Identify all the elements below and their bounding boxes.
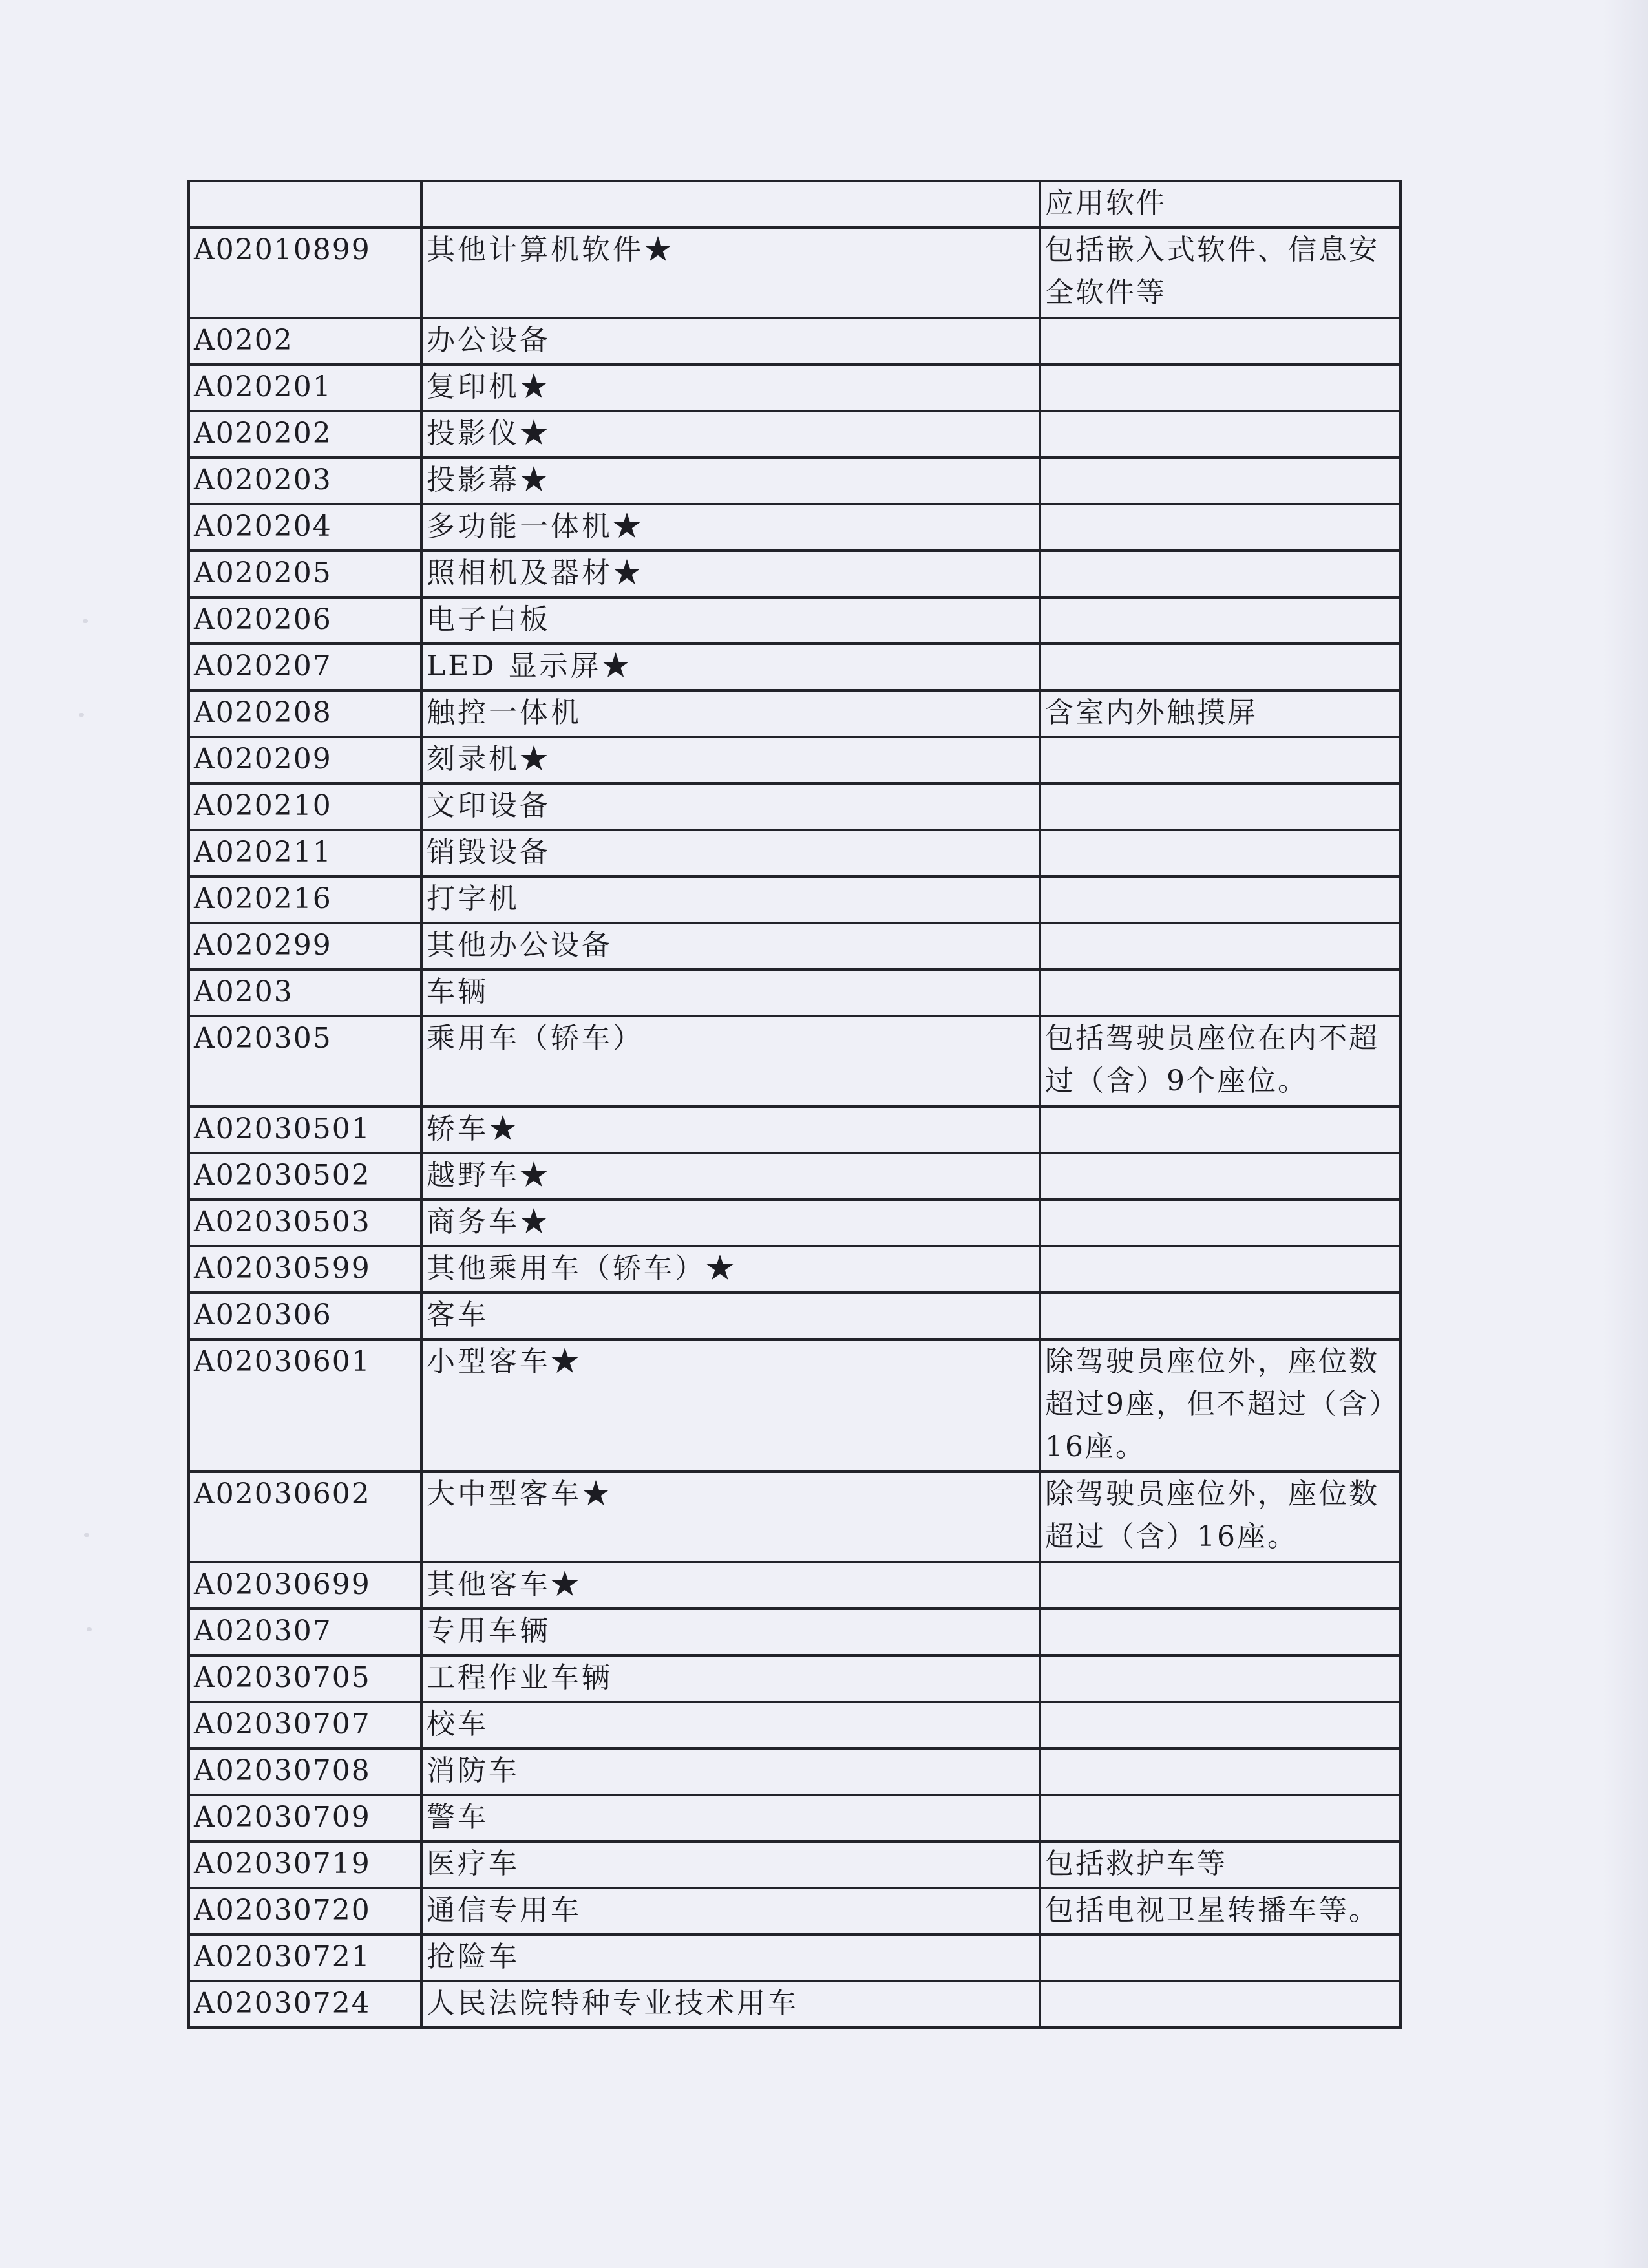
table-row xyxy=(189,228,1400,318)
table-row xyxy=(189,970,1400,1016)
catalog-table-body xyxy=(189,181,1400,2028)
table-row xyxy=(189,1795,1400,1841)
table-row xyxy=(189,1655,1400,1702)
item-code-cell: A02030724 xyxy=(189,1981,421,2028)
item-name-cell: 投影幕★ xyxy=(421,458,1040,504)
item-code-cell: A020209 xyxy=(189,737,421,783)
item-name-cell: 触控一体机 xyxy=(421,690,1040,737)
scan-speck xyxy=(79,713,84,717)
item-name-cell: 其他计算机软件★ xyxy=(421,228,1040,318)
item-note-cell xyxy=(1040,1562,1400,1609)
item-code-cell: A02030721 xyxy=(189,1934,421,1981)
item-note-cell: 包括嵌入式软件、信息安全软件等 xyxy=(1040,228,1400,318)
item-note-cell xyxy=(1040,1153,1400,1200)
table-row xyxy=(189,1981,1400,2028)
item-note-cell: 除驾驶员座位外，座位数超过9座，但不超过（含）16座。 xyxy=(1040,1339,1400,1472)
item-code-cell: A02030720 xyxy=(189,1888,421,1934)
item-name-cell: LED 显示屏★ xyxy=(421,644,1040,690)
item-code-cell: A020306 xyxy=(189,1293,421,1339)
table-row xyxy=(189,830,1400,876)
table-row xyxy=(189,1153,1400,1200)
item-name-cell: 刻录机★ xyxy=(421,737,1040,783)
item-note-cell xyxy=(1040,644,1400,690)
table-row xyxy=(189,1339,1400,1472)
item-name-cell: 小型客车★ xyxy=(421,1339,1040,1472)
item-code-cell: A02030708 xyxy=(189,1748,421,1795)
item-note-cell xyxy=(1040,1293,1400,1339)
item-code-cell: A02030502 xyxy=(189,1153,421,1200)
item-code-cell: A020299 xyxy=(189,923,421,970)
item-name-cell: 多功能一体机★ xyxy=(421,504,1040,551)
item-note-cell xyxy=(1040,365,1400,411)
table-row xyxy=(189,181,1400,228)
item-code-cell: A02030501 xyxy=(189,1107,421,1153)
item-code-cell: A02030602 xyxy=(189,1472,421,1562)
item-note-cell: 含室内外触摸屏 xyxy=(1040,690,1400,737)
table-row xyxy=(189,551,1400,597)
table-row xyxy=(189,783,1400,830)
item-note-cell: 包括电视卫星转播车等。 xyxy=(1040,1888,1400,1934)
item-name-cell: 校车 xyxy=(421,1702,1040,1748)
item-note-cell xyxy=(1040,1609,1400,1655)
item-code-cell: A02030705 xyxy=(189,1655,421,1702)
item-name-cell: 抢险车 xyxy=(421,1934,1040,1981)
item-note-cell xyxy=(1040,1702,1400,1748)
table-row xyxy=(189,1246,1400,1293)
table-row xyxy=(189,876,1400,923)
item-name-cell: 商务车★ xyxy=(421,1200,1040,1246)
item-code-cell: A020210 xyxy=(189,783,421,830)
item-code-cell: A020202 xyxy=(189,411,421,458)
item-note-cell xyxy=(1040,1934,1400,1981)
item-note-cell xyxy=(1040,411,1400,458)
item-note-cell xyxy=(1040,597,1400,644)
item-code-cell: A020204 xyxy=(189,504,421,551)
item-note-cell xyxy=(1040,1107,1400,1153)
item-note-cell xyxy=(1040,830,1400,876)
item-code-cell: A02030709 xyxy=(189,1795,421,1841)
item-name-cell xyxy=(421,181,1040,228)
item-name-cell: 工程作业车辆 xyxy=(421,1655,1040,1702)
table-row xyxy=(189,1748,1400,1795)
item-name-cell: 电子白板 xyxy=(421,597,1040,644)
item-name-cell: 照相机及器材★ xyxy=(421,551,1040,597)
table-row xyxy=(189,1702,1400,1748)
table-row xyxy=(189,923,1400,970)
table-row xyxy=(189,1841,1400,1888)
item-code-cell: A020305 xyxy=(189,1016,421,1107)
item-note-cell xyxy=(1040,923,1400,970)
item-note-cell: 应用软件 xyxy=(1040,181,1400,228)
item-name-cell: 车辆 xyxy=(421,970,1040,1016)
item-name-cell: 专用车辆 xyxy=(421,1609,1040,1655)
item-note-cell xyxy=(1040,1655,1400,1702)
item-name-cell: 其他乘用车（轿车）★ xyxy=(421,1246,1040,1293)
item-name-cell: 复印机★ xyxy=(421,365,1040,411)
item-name-cell: 轿车★ xyxy=(421,1107,1040,1153)
table-row xyxy=(189,411,1400,458)
item-name-cell: 办公设备 xyxy=(421,318,1040,365)
item-name-cell: 人民法院特种专业技术用车 xyxy=(421,1981,1040,2028)
table-row xyxy=(189,1016,1400,1107)
item-code-cell: A020211 xyxy=(189,830,421,876)
scan-speck xyxy=(84,1533,89,1537)
table-row xyxy=(189,1200,1400,1246)
catalog-table xyxy=(187,180,1402,2029)
table-row xyxy=(189,644,1400,690)
item-code-cell: A02010899 xyxy=(189,228,421,318)
item-code-cell: A02030719 xyxy=(189,1841,421,1888)
item-note-cell xyxy=(1040,970,1400,1016)
item-name-cell: 销毁设备 xyxy=(421,830,1040,876)
table-row xyxy=(189,737,1400,783)
item-code-cell: A02030699 xyxy=(189,1562,421,1609)
item-note-cell xyxy=(1040,783,1400,830)
table-row xyxy=(189,365,1400,411)
table-row xyxy=(189,458,1400,504)
item-code-cell: A020216 xyxy=(189,876,421,923)
item-note-cell xyxy=(1040,876,1400,923)
item-name-cell: 通信专用车 xyxy=(421,1888,1040,1934)
item-name-cell: 其他客车★ xyxy=(421,1562,1040,1609)
item-name-cell: 打字机 xyxy=(421,876,1040,923)
page-edge-shadow xyxy=(1603,0,1648,2268)
item-name-cell: 消防车 xyxy=(421,1748,1040,1795)
item-code-cell: A020307 xyxy=(189,1609,421,1655)
table-row xyxy=(189,597,1400,644)
item-note-cell xyxy=(1040,458,1400,504)
item-code-cell: A02030601 xyxy=(189,1339,421,1472)
item-code-cell: A020201 xyxy=(189,365,421,411)
item-code-cell: A020203 xyxy=(189,458,421,504)
table-row xyxy=(189,1934,1400,1981)
item-note-cell: 包括救护车等 xyxy=(1040,1841,1400,1888)
item-name-cell: 医疗车 xyxy=(421,1841,1040,1888)
item-code-cell: A0202 xyxy=(189,318,421,365)
item-name-cell: 其他办公设备 xyxy=(421,923,1040,970)
table-row xyxy=(189,1472,1400,1562)
item-note-cell xyxy=(1040,1981,1400,2028)
table-row xyxy=(189,1107,1400,1153)
scan-speck xyxy=(87,1627,92,1631)
item-code-cell: A02030503 xyxy=(189,1200,421,1246)
item-name-cell: 越野车★ xyxy=(421,1153,1040,1200)
item-code-cell: A02030707 xyxy=(189,1702,421,1748)
item-note-cell xyxy=(1040,1795,1400,1841)
item-code-cell: A020206 xyxy=(189,597,421,644)
table-row xyxy=(189,1293,1400,1339)
item-note-cell xyxy=(1040,504,1400,551)
item-note-cell: 包括驾驶员座位在内不超过（含）9个座位。 xyxy=(1040,1016,1400,1107)
item-note-cell xyxy=(1040,737,1400,783)
item-name-cell: 警车 xyxy=(421,1795,1040,1841)
item-note-cell xyxy=(1040,1246,1400,1293)
item-code-cell: A020205 xyxy=(189,551,421,597)
item-code-cell: A020208 xyxy=(189,690,421,737)
item-note-cell xyxy=(1040,1200,1400,1246)
item-name-cell: 投影仪★ xyxy=(421,411,1040,458)
item-name-cell: 文印设备 xyxy=(421,783,1040,830)
table-row xyxy=(189,1562,1400,1609)
item-note-cell xyxy=(1040,1748,1400,1795)
item-code-cell: A0203 xyxy=(189,970,421,1016)
item-code-cell: A02030599 xyxy=(189,1246,421,1293)
table-row xyxy=(189,1609,1400,1655)
item-name-cell: 乘用车（轿车） xyxy=(421,1016,1040,1107)
table-row xyxy=(189,690,1400,737)
item-code-cell: A020207 xyxy=(189,644,421,690)
scan-speck xyxy=(83,619,88,623)
table-row xyxy=(189,504,1400,551)
table-row xyxy=(189,1888,1400,1934)
item-code-cell xyxy=(189,181,421,228)
item-note-cell: 除驾驶员座位外，座位数超过（含）16座。 xyxy=(1040,1472,1400,1562)
table-row xyxy=(189,318,1400,365)
item-note-cell xyxy=(1040,551,1400,597)
item-note-cell xyxy=(1040,318,1400,365)
item-name-cell: 大中型客车★ xyxy=(421,1472,1040,1562)
item-name-cell: 客车 xyxy=(421,1293,1040,1339)
